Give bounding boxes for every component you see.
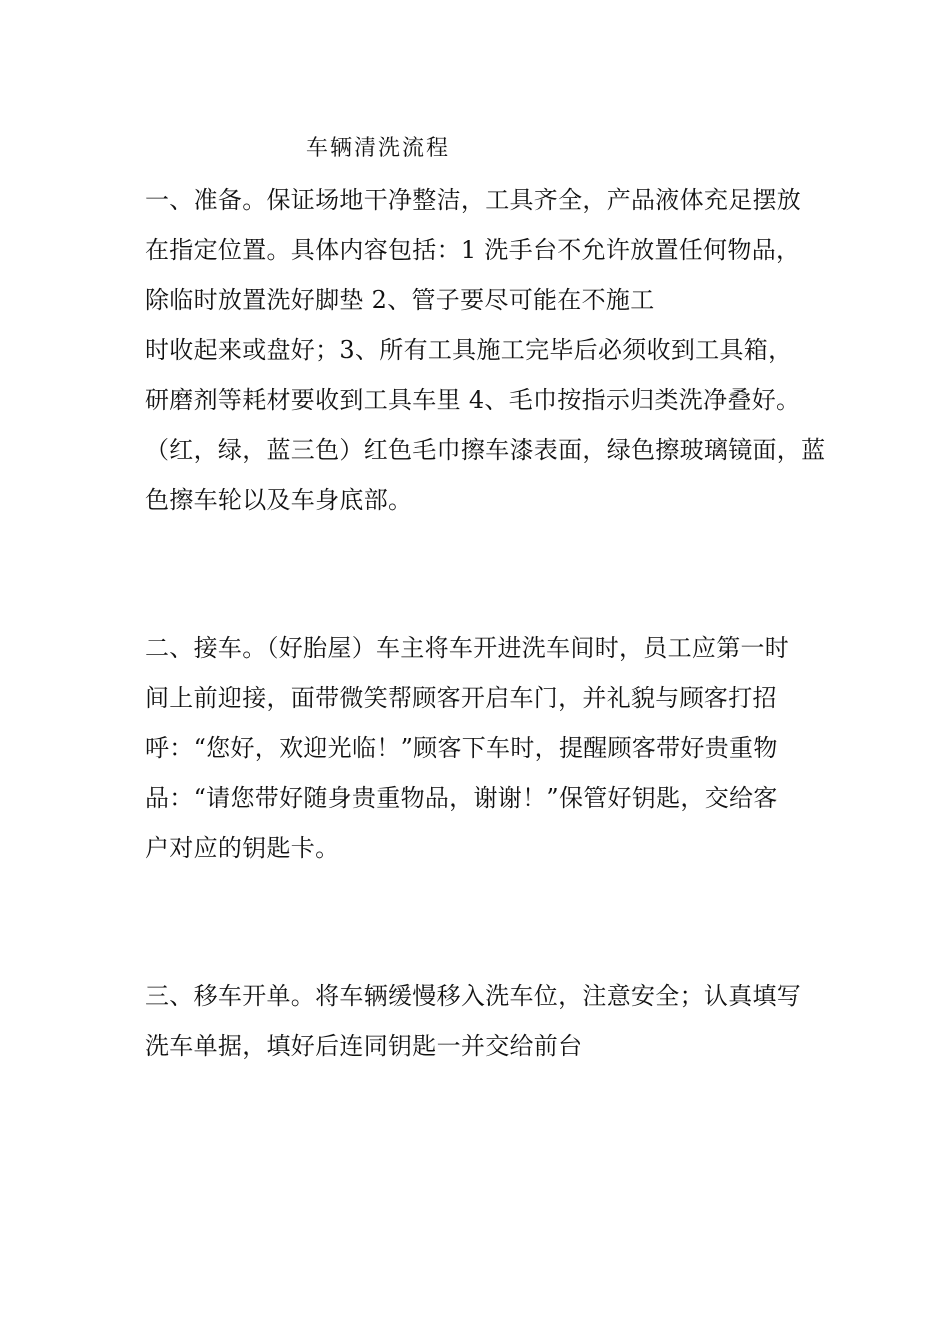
section-2-line-4: 品：“请您带好随身贵重物品，谢谢！”保管好钥匙，交给客 [145,784,778,812]
document-title: 车辆清洗流程 [306,136,451,161]
section-3-line-2: 洗车单据，填好后连同钥匙一并交给前台 [145,1032,583,1060]
section-1-line-7: 色擦车轮以及车身底部。 [145,486,413,514]
section-1-line-6: （红，绿，蓝三色）红色毛巾擦车漆表面，绿色擦玻璃镜面，蓝 [145,436,826,464]
section-1-line-5: 研磨剂等耗材要收到工具车里 4、毛巾按指示归类洗净叠好。 [145,386,801,414]
section-3-line-1: 三、移车开单。将车辆缓慢移入洗车位，注意安全；认真填写 [145,982,802,1010]
section-1-line-4: 时收起来或盘好；3、所有工具施工完毕后必须收到工具箱， [145,336,793,364]
section-2-line-1: 二、接车。（好胎屋）车主将车开进洗车间时，员工应第一时 [145,634,790,662]
section-1-line-3: 除临时放置洗好脚垫 2、管子要尽可能在不施工 [145,286,655,314]
section-2-line-3: 呼：“您好，欢迎光临！”顾客下车时，提醒顾客带好贵重物 [145,734,778,762]
section-2-line-2: 间上前迎接，面带微笑帮顾客开启车门，并礼貌与顾客打招 [145,684,777,712]
section-1-line-1: 一、准备。保证场地干净整洁，工具齐全，产品液体充足摆放 [145,186,802,214]
section-1-line-2: 在指定位置。具体内容包括：1 洗手台不允许放置任何物品， [145,236,801,264]
section-2-line-5: 户对应的钥匙卡。 [145,834,340,862]
